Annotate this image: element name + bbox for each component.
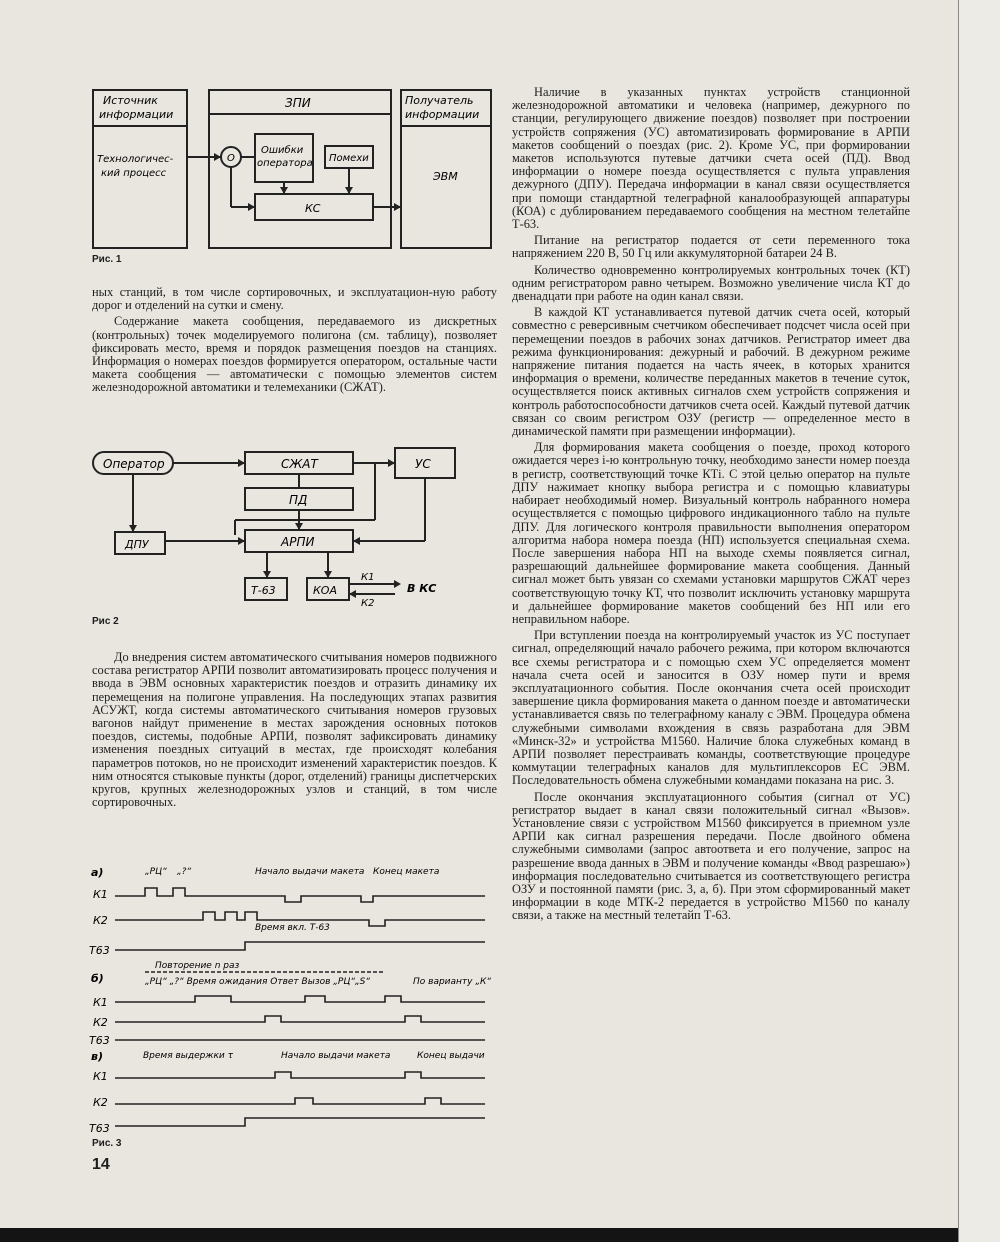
fig2-koa-label: КОА — [313, 584, 337, 597]
fig3-a-k2: К2 — [93, 914, 108, 927]
fig2-to-ks-label: В КС — [407, 582, 437, 595]
fig3-c-k2: К2 — [93, 1096, 108, 1109]
fig3-c-k1: К1 — [93, 1070, 108, 1083]
fig2-k1-label: К1 — [361, 572, 375, 583]
fig3-c-label: в) — [91, 1050, 103, 1063]
paragraph: При вступлении поезда на контролируемый участок из УС поступает сигнал, определяющий начало рабочего режима, при котором включаются все схемы регистратора и с помощью схем УС определяется момент начала счета осей и заносится в ОЗУ номер пути и время эксплуатационного события. После окончания счета осей происходит завершение цикла формирования макета о данном поезде и автоматически устанавливается связь по телеграфному каналу с ЭВМ. Процедура обмена служебными символами вхождения в связь разработана для ЭВМ «Минск-32» и устройства М1560. Наличие блока служебных команд в АРПИ позволяет перестраивать команды, соответствующие процедуре коммутации телеграфных каналов для мультиплексоров ЕС ЭВМ. Последовательность обмена служебными командами показана на рис. 3. — [512, 628, 910, 788]
figure-2-caption: Рис 2 — [92, 616, 119, 627]
fig3-a-t63: Т63 — [89, 944, 110, 957]
fig3-b-t63: Т63 — [89, 1034, 110, 1047]
fig2-t63-label: Т-63 — [251, 584, 276, 597]
paragraph: После окончания эксплуатационного события (сигнал от УС) регистратор выдает в канал связи положительный сигнал «Вызов». Установление связи с устройством М1560 фиксируется в приемном узле АРПИ как сигнал разрешения передачи. После двойного обмена служебными символами (запрос автоответа и его получение, запрос на разрешение ввода данных в ЭВМ и получение команды «Ввод разрешаю») информация последовательно считывается из соответствующего регистра ОЗУ и постоянной памяти (рис. 3, а, б). При этом сформированный макет информации в коде МТК-2 передается в устройство М1560 по каналу связи, а также на местный телетайп Т-63. — [512, 789, 910, 923]
fig3-a-time: Время вкл. Т-63 — [255, 923, 330, 933]
paragraph: Для формирования макета сообщения о поезде, проход которого ожидается через i-ю контрольную точку, необходимо занести номер поезда в регистр, соответствующий точке КТi. С этой целью оператор на пульте ДПУ нажимает кнопку выбора регистра и с помощью клавиатуры набирает необходимый номер. Визуальный контроль набранного номера осуществляется с помощью цифрового индикационного табло на пульте ДПУ. Для логического контроля правильности выполнения оператором алгоритма набора номера поезда (НП) используется специальная схема. После завершения набора НП на выходе схемы появляется сигнал, разрешающий дальнейшее формирование макета сообщения. Данный сигнал может быть увязан со схемами установки маршрутов СЖАТ через соответствующую точку КТ, что позволит исключить установку маршрута и дальнейшее формирование макетов сообщений без НП или его неправильном наборе. — [512, 440, 910, 626]
fig3-b-var: По варианту „К“ — [413, 977, 492, 987]
fig2-us-label: УС — [415, 457, 431, 471]
fig1-zpi-label: ЗПИ — [285, 96, 311, 110]
fig1-source-label2: информации — [99, 108, 174, 121]
fig3-a-end: Конец макета — [373, 867, 440, 877]
paragraph: Наличие в указанных пунктах устройств станционной железнодорожной автоматики и человека (например, дежурного по станции, регулирующего движение поездов) позволяет при построении устройств сопряжения (УС) автоматизировать формирование в АРПИ макетов сообщений о поездах (рис. 2). Кроме УС, при формировании макетов используются путевые датчики счета осей (ПД). Ввод информации о номере поезда осуществляется с пульта управления дежурного (ДПУ). Передача информации в канал связи осуществляется при помощи стандартной телеграфной каналообразующей аппаратуры (КОА) с дублированием передаваемого сообщения на местном телетайпе Т-63. — [512, 85, 910, 232]
fig1-process-label: Технологичес- — [97, 154, 174, 165]
fig1-errors-label2: оператора — [257, 158, 313, 169]
fig1-ks-label: КС — [305, 202, 321, 215]
paragraph: Питание на регистратор подается от сети переменного тока напряжением 220 В, 50 Гц или аккумуляторной батареи 24 В. — [512, 233, 910, 261]
fig3-c-start: Начало выдачи макета — [281, 1051, 391, 1061]
fig1-noise-label: Помехи — [329, 153, 369, 164]
paragraph: В каждой КТ устанавливается путевой датчик счета осей, который совместно с реверсивным счетчиком обеспечивает подсчет числа осей при перемещении поездов в рабочих зонах датчиков. Регистратор имеет два режима функционирования: дежурный и рабочий. В дежурном режиме напряжение питания подается на часть ячеек, в которых хранится информация о времени, количестве переданных макетов в течение суток, осуществляется поиск активных сигналов схем устройств сопряжения и контроль работоспособности датчиков счета осей. Каждый путевой датчик связан со своим регистром ОЗУ (регистр — определенное место в динамической памяти при размещении информации). — [512, 305, 910, 439]
fig3-b-text: „РЦ“ „?“ Время ожидания Ответ Вызов „РЦ“„S“ — [145, 977, 371, 987]
fig3-c-t63: Т63 — [89, 1122, 110, 1135]
left-column-text-top — [92, 286, 497, 398]
fig3-b-label: б) — [91, 972, 104, 985]
paragraph: Содержание макета сообщения, передаваемого из дискретных (контрольных) точек моделируемого полигона (см. таблицу), позволяет фиксировать место, время и порядок размещения поездов на станциях. Информация о номерах поездов формируется оператором, остальные части макета сообщения — автоматически с помощью элементов систем железнодорожной автоматики и телемеханики (СЖАТ). — [92, 314, 497, 395]
fig1-evm-label: ЭВМ — [433, 170, 458, 183]
figure-3-timing-diagram — [85, 860, 505, 1135]
paragraph: ных станций, в том числе сортировочных, и эксплуатацион-ную работу дорог и отделений на сутки и смену. — [92, 285, 497, 313]
fig2-dpu-label: ДПУ — [125, 538, 149, 551]
fig3-a-q: „?“ — [177, 867, 192, 877]
fig1-receiver-label2: информации — [405, 108, 480, 121]
left-column-text-bottom — [92, 651, 497, 812]
fig3-c-end: Конец выдачи — [417, 1051, 485, 1061]
figure-1-diagram — [85, 82, 505, 257]
fig1-source-label: Источник — [103, 94, 158, 107]
fig2-pd-label: ПД — [289, 493, 308, 507]
paragraph: Количество одновременно контролируемых контрольных точек (КТ) одним регистратором равно четырем. Возможно увеличение числа КТ до двенадцати при работе на один канал связи. — [512, 262, 910, 304]
fig3-b-repeat: Повторение n раз — [155, 961, 240, 971]
fig3-b-k2: К2 — [93, 1016, 108, 1029]
fig3-a-start: Начало выдачи макета — [255, 867, 365, 877]
fig2-k2-label: К2 — [361, 598, 375, 609]
page-number: 14 — [92, 1156, 110, 1173]
fig2-szhat-label: СЖАТ — [281, 457, 318, 471]
fig3-a-label: а) — [91, 866, 104, 879]
scan-margin-strip — [958, 0, 1000, 1242]
paragraph: До внедрения систем автоматического считывания номеров подвижного состава регистратор АРПИ позволит автоматизировать процесс получения и ввода в ЭВМ основных характеристик поездов и отразить динамику их перемещения на полигоне управления. На последующих этапах развития АСУЖТ, когда системы автоматического считывания номеров грузовых вагонов найдут применение в местах зарождения основных потоков поездов, системы, подобные АРПИ, позволят зафиксировать динамику изменения поездных ситуаций в местах, где происходят колебания параметров потоков, но не происходит изменений характеристик поездов. К ним относятся стыковые пункты (дорог, отделений) границы диспетчерских кругов, крупных железнодорожных узлов и станций, в том числе сортировочных. — [92, 650, 497, 810]
fig1-receiver-label: Получатель — [405, 94, 474, 107]
fig1-errors-label: Ошибки — [261, 145, 304, 156]
fig3-a-k1: К1 — [93, 888, 108, 901]
figure-3-caption: Рис. 3 — [92, 1138, 122, 1149]
fig2-operator-label: Оператор — [103, 457, 165, 471]
fig3-a-rc: „РЦ“ — [145, 867, 167, 877]
fig3-b-k1: К1 — [93, 996, 108, 1009]
fig1-process-label2: кий процесс — [101, 168, 167, 179]
fig2-arpi-label: АРПИ — [281, 535, 315, 549]
right-column-text — [512, 86, 910, 926]
fig1-o-label: О — [227, 153, 235, 164]
figure-1-caption: Рис. 1 — [92, 254, 122, 265]
scan-bottom-edge — [0, 1228, 958, 1242]
fig3-c-text: Время выдержки τ — [143, 1051, 234, 1061]
figure-2-diagram — [85, 440, 505, 612]
